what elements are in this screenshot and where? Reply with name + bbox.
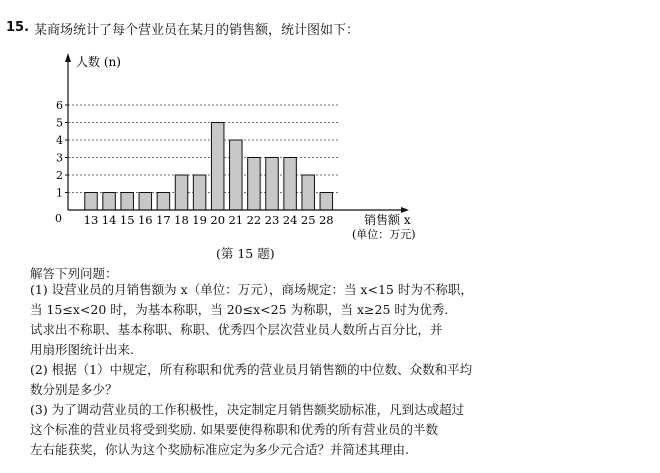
question-line: (2) 根据（1）中规定，所有称职和优秀的营业员月销售额的中位数、众数和平均 [30,362,473,377]
question-line: 当 15≤x<20 时，为基本称职，当 20≤x<25 为称职，当 x≥25 时为优秀. [30,302,449,317]
answer-prompt: 解答下列问题： [30,266,118,281]
figure-caption: (第 15 题) [216,246,275,261]
x-tick-labels [84,213,334,227]
question-line: 这个标准的营业员将受到奖励. 如果要使得称职和优秀的所有营业员的半数 [30,422,438,437]
x-tick-label: 19 [192,213,207,227]
bar [302,175,315,210]
x-tick-label: 18 [174,213,189,227]
bar [103,193,116,211]
x-tick-label: 22 [246,213,262,227]
y-tick-label: 2 [56,169,63,182]
x-axis-label: 销售额 x [364,213,411,227]
bar [175,175,188,210]
bar [157,193,170,211]
x-tick-label: 20 [210,213,226,227]
bar [284,158,297,211]
x-tick-label: 21 [228,213,244,227]
y-tick-label: 5 [56,116,63,130]
x-tick-label: 15 [119,213,135,227]
bar [230,140,243,210]
problem-number: 15. [6,20,30,35]
y-tick-label: 6 [56,99,63,112]
x-axis-unit: (单位：万元) [352,228,416,240]
y-tick-label: 4 [56,134,63,147]
question-line: 试求出不称职、基本称职、称职、优秀四个层次营业员人数所占百分比，并 [30,322,443,337]
question-line: (3) 为了调动营业员的工作积极性，决定制定月销售额奖励标准，凡到达或超过 [30,402,465,417]
bar [139,193,152,211]
y-tick-labels [56,99,68,200]
bar [85,193,98,211]
bar [248,158,261,211]
question-line: 用扇形图统计出来. [30,342,134,357]
x-tick-label: 28 [318,213,334,227]
bar [266,158,279,211]
x-tick-label: 13 [83,213,99,227]
x-tick-label: 14 [101,213,117,227]
y-tick-label: 3 [56,151,63,165]
y-axis-arrow [65,53,71,62]
bar [193,175,206,210]
question-text: 某商场统计了每个营业员在某月的销售额，统计图如下： [34,23,360,38]
y-axis-label: 人数 (n) [76,55,121,69]
origin-label: 0 [55,212,62,225]
x-tick-label: 16 [137,213,153,227]
bar [121,193,134,211]
bars [85,123,333,211]
question-line: 数分别是多少？ [30,382,118,397]
y-tick-label: 1 [56,186,63,200]
x-tick-label: 23 [264,213,280,227]
bar [211,123,224,211]
bar [320,193,333,211]
x-tick-label: 24 [282,213,298,227]
question-line: 左右能获奖，你认为这个奖励标准应定为多少元合适？并简述其理由. [30,442,409,457]
x-tick-label: 25 [300,213,316,227]
x-tick-label: 17 [156,213,171,227]
question-line: (1) 设营业员的月销售额为 x（单位：万元），商场规定：当 x<15 时为不称职， [30,282,473,297]
